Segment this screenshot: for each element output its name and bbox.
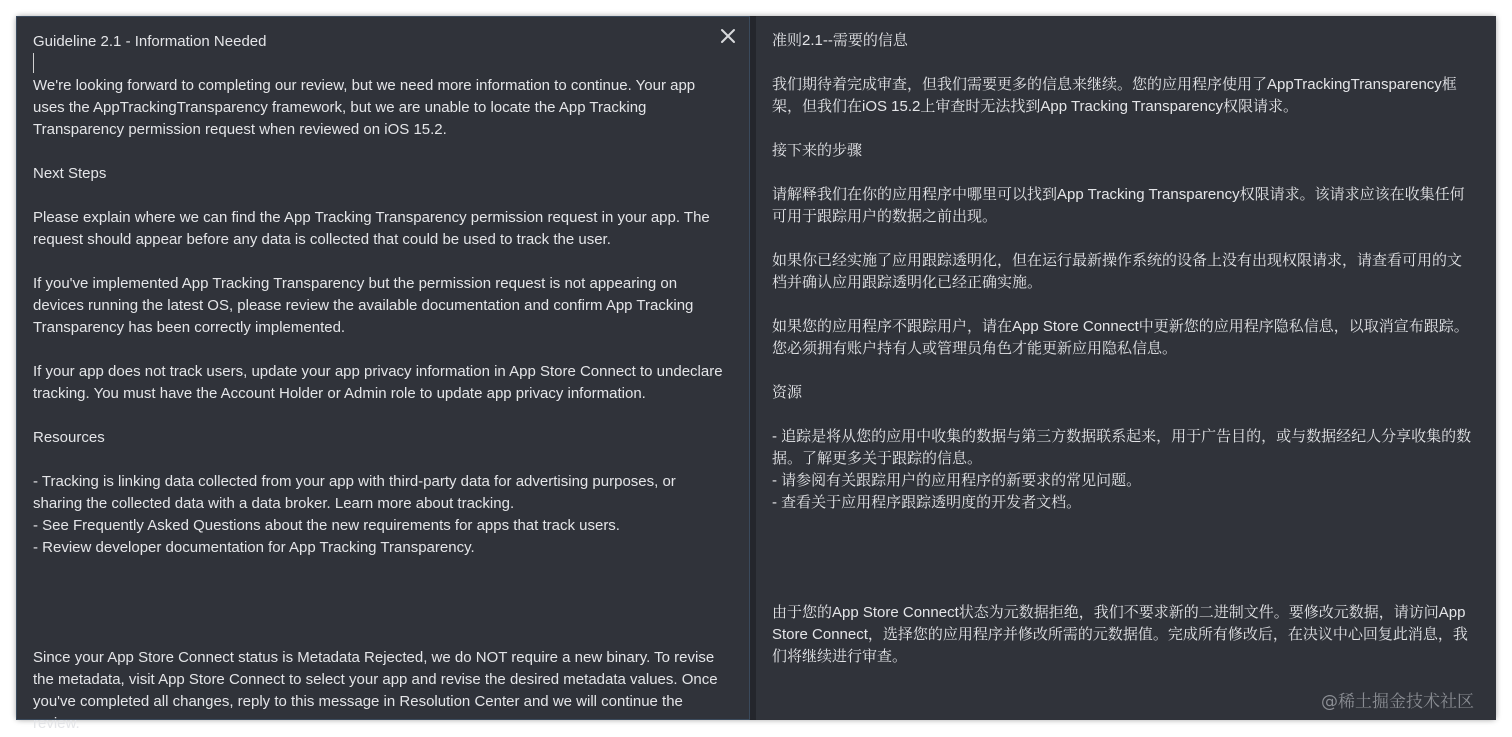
translation-pane [756,16,1496,720]
translation-paragraph-5: 由于您的App Store Connect状态为元数据拒绝，我们不要求新的二进制文件。要修改元数据，请访问App Store Connect，选择您的应用程序并修改所需的元数据值。完成所有修改后，在决议中心回复此消息，我们将继续进行审查。 [772,604,1470,665]
spacer [772,558,1472,602]
translation-resource-1: - 追踪是将从您的应用中收集的数据与第三方数据联系起来，用于广告目的，或与数据经纪人分享收集的数据。了解更多关于跟踪的信息。 [772,428,1472,467]
translation-resource-2: - 请参阅有关跟踪用户的应用程序的新要求的常见问题。 [772,472,1142,489]
source-heading-resources: Resources [33,429,105,446]
source-paragraph-1: We're looking forward to completing our review, but we need more information to continue. Your app uses the AppTrackingTransparency framework, but we are unable to locate the App Tracking Transparency permission request when reviewed on iOS 15.2. [33,77,700,138]
source-title: Guideline 2.1 - Information Needed [33,33,267,50]
translation-paragraph-1: 我们期待着完成审查，但我们需要更多的信息来继续。您的应用程序使用了AppTrackingTransparency框架，但我们在iOS 15.2上审查时无法找到App Tracking Transparency权限请求。 [772,76,1457,115]
source-resource-1: - Tracking is linking data collected from your app with third-party data for advertising purposes, or sharing the collected data with a data broker. Learn more about tracking. [33,473,680,512]
translation-resource-3: - 查看关于应用程序跟踪透明度的开发者文档。 [772,494,1082,511]
source-heading-next-steps: Next Steps [33,165,107,182]
translation-window [16,16,1496,732]
close-icon[interactable] [719,27,737,45]
translation-paragraph-4: 如果您的应用程序不跟踪用户，请在App Store Connect中更新您的应用程序隐私信息，以取消宣布跟踪。您必须拥有账户持有人或管理员角色才能更新应用隐私信息。 [772,318,1469,357]
spacer [33,559,725,603]
spacer [33,603,725,647]
translation-paragraph-3: 如果你已经实施了应用跟踪透明化，但在运行最新操作系统的设备上没有出现权限请求，请查看可用的文档并确认应用跟踪透明化已经正确实施。 [772,252,1463,291]
source-text-pane[interactable] [16,16,750,732]
translation-paragraph-2: 请解释我们在你的应用程序中哪里可以找到App Tracking Transparency权限请求。该请求应该在收集任何可用于跟踪用户的数据之前出现。 [772,186,1465,225]
source-resource-2: - See Frequently Asked Questions about the new requirements for apps that track users. [33,517,620,534]
translation-title: 准则2.1--需要的信息 [772,32,908,49]
source-resource-3: - Review developer documentation for App Tracking Transparency. [33,539,475,556]
watermark: @稀土掘金技术社区 [1321,692,1474,712]
translation-heading-resources: 资源 [772,384,803,401]
translation-heading-next-steps: 接下来的步骤 [772,142,863,159]
source-paragraph-4: If your app does not track users, update your app privacy information in App Store Connect to undeclare tracking. You must have the Account Holder or Admin role to update app privacy information. [33,363,727,402]
source-paragraph-2: Please explain where we can find the App Tracking Transparency permission request in your app. The request should appear before any data is collected that could be used to track the user. [33,209,714,248]
text-cursor [33,53,34,73]
source-paragraph-5: Since your App Store Connect status is Metadata Rejected, we do NOT require a new binary. To revise the metadata, visit App Store Connect to select your app and revise the desired metadata values. Once you've completed all changes, reply to this message in Resolution Center and we will continue the review. [33,649,722,732]
source-paragraph-3: If you've implemented App Tracking Transparency but the permission request is not appearing on devices running the latest OS, please review the available documentation and confirm App Tracking Transparency has been correctly implemented. [33,275,698,336]
spacer [772,514,1472,558]
